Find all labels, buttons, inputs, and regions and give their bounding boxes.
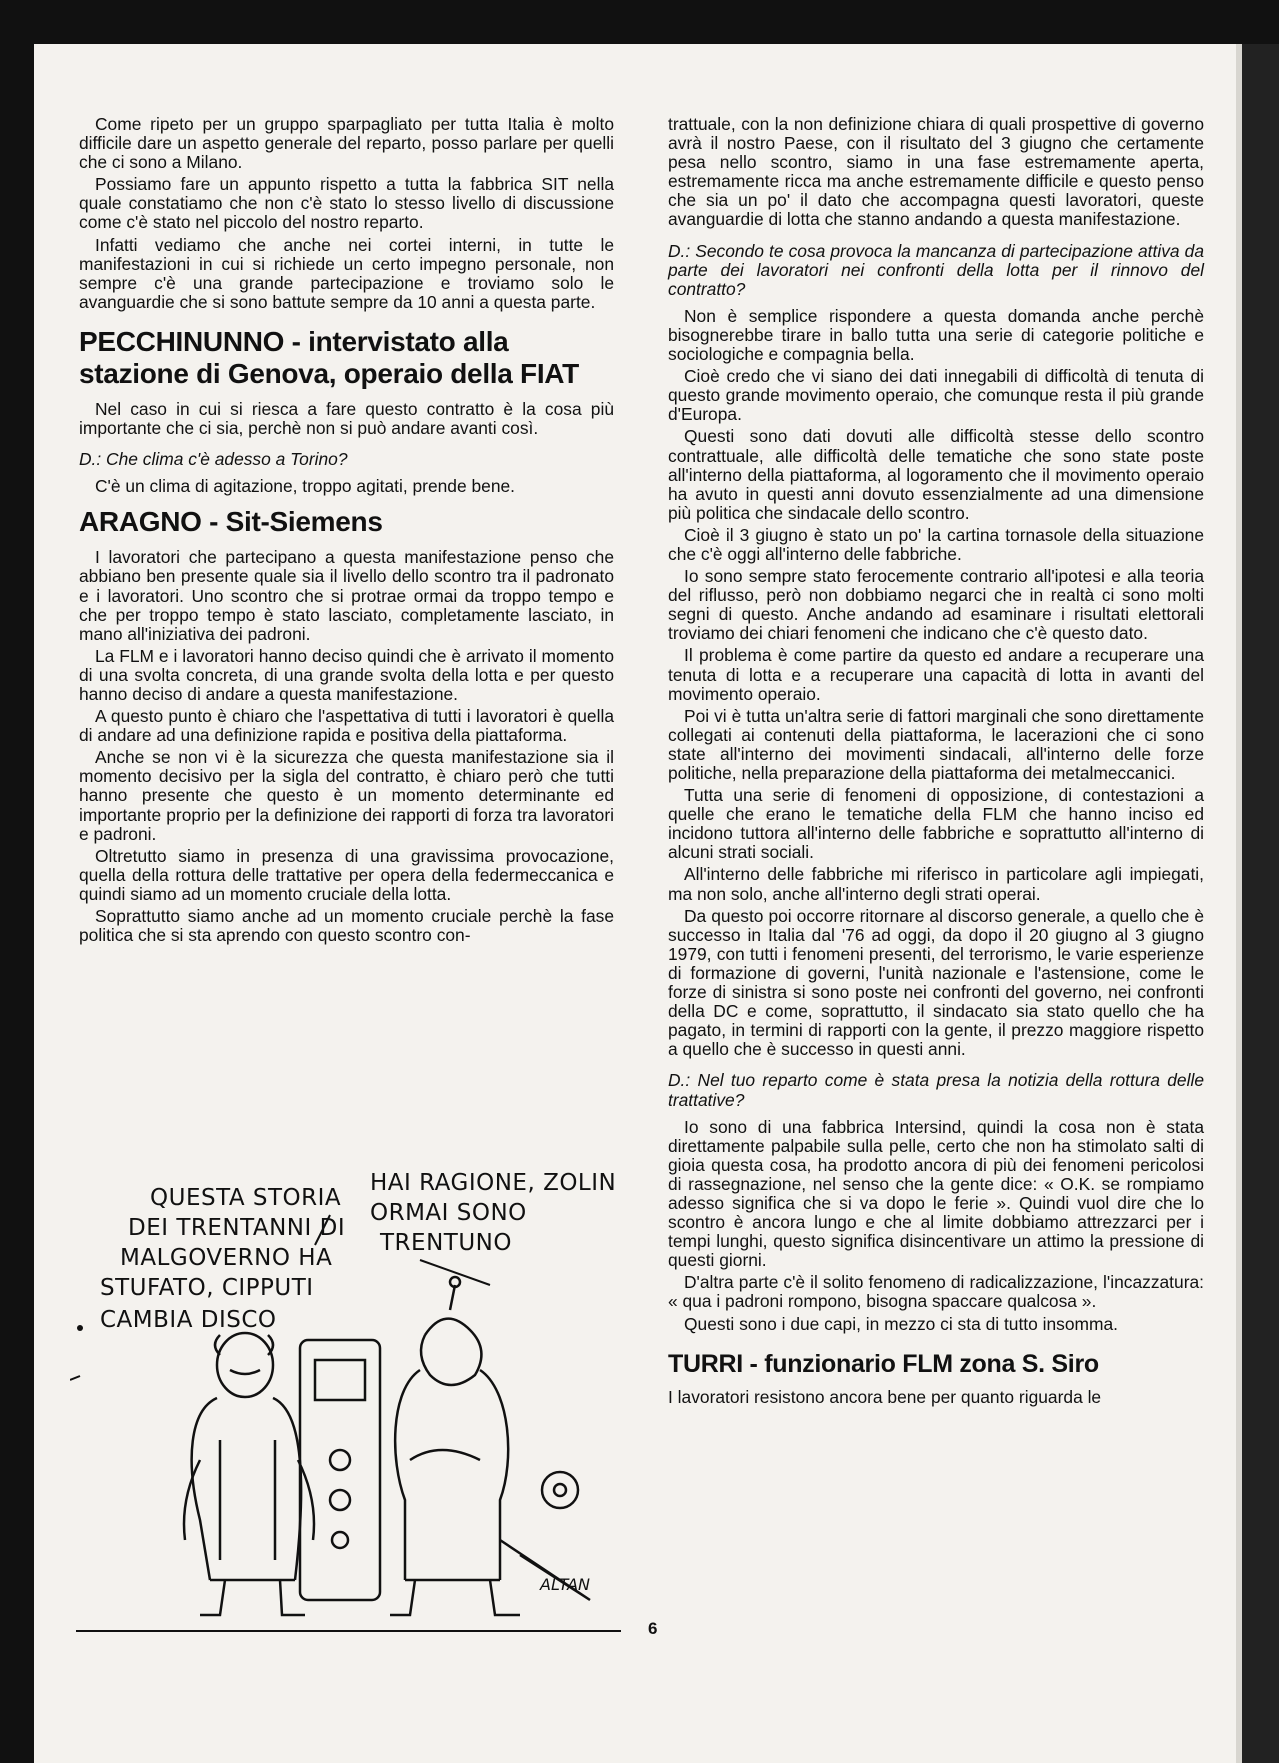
bubble-line: QUESTA STORIA — [150, 1185, 342, 1211]
paragraph: Oltretutto siamo in presenza di una gravissima provocazione, quella della rottura delle trattative per opera della federmeccanica e quindi siamo ad un momento cruciale della lotta. — [79, 845, 614, 904]
figure-worker-right — [390, 1277, 520, 1615]
paragraph: Come ripeto per un gruppo sparpagliato per tutta Italia è molto difficile dare un aspetto generale del reparto, posso parlare per quelli che ci sono a Milano. — [79, 114, 614, 173]
paragraph: Io sono sempre stato ferocemente contrario all'ipotesi e alla teoria del riflusso, però non dobbiamo negarci che in realtà ci sono molti segni di questo. Anche andando ad esaminare i risultati elettorali troviamo dei chiari fenomeni che indicano che c'è questo dato. — [668, 566, 1204, 644]
interview-question: D.: Che clima c'è adesso a Torino? — [79, 449, 348, 470]
footer-rule — [76, 1630, 621, 1632]
bubble-line: HAI RAGIONE, ZOLIN — [370, 1170, 617, 1196]
page-edge — [1240, 44, 1279, 1763]
artist-signature: ALTAN — [540, 1575, 590, 1594]
section-heading-aragno: ARAGNO - Sit-Siemens — [79, 506, 383, 538]
paragraph: Cioè credo che vi siano dei dati innegabili di difficoltà di tenuta di questo grande movimento operaio, che comunque resta il più grande d'Europa. — [668, 366, 1204, 425]
right-column — [668, 115, 1204, 1410]
paragraph: All'interno delle fabbriche mi riferisco in particolare agli impiegati, ma non solo, anche all'interno degli strati operai. — [668, 864, 1204, 904]
bubble-line: STUFATO, CIPPUTI — [100, 1275, 314, 1301]
bubble-line: ORMAI SONO — [370, 1200, 527, 1226]
paragraph: Tutta una serie di fenomeni di opposizione, di contestazioni a quelle che erano le tematiche della FLM che hanno inciso ed incidono tuttora all'interno delle fabbriche e soprattutto all'interno di alcuni strati sociali. — [668, 785, 1204, 863]
paragraph: I lavoratori resistono ancora bene per quanto riguarda le — [668, 1386, 1102, 1407]
paragraph: Infatti vediamo che anche nei cortei interni, in tutte le manifestazioni in cui si richiede un certo impegno personale, non sempre c'è una grande partecipazione e troviamo solo le avanguardie che si sono battute sempre da 10 anni a questa parte. — [79, 234, 614, 312]
paragraph: Questi sono dati dovuti alle difficoltà stesse dello scontro contrattuale, alle difficoltà delle tematiche che sono state poste all'interno della piattaforma, al logoramento che il movimento operaio ha avuto in questi anni dovuto essenzialmente ad una dimensione più politica che sindacale dello scontro. — [668, 426, 1204, 523]
paragraph: Non è semplice rispondere a questa domanda anche perchè bisognerebbe tirare in ballo tutta una serie di categorie politiche e sociologiche e compagnia bella. — [668, 305, 1204, 365]
paragraph: Da questo poi occorre ritornare al discorso generale, a quello che è successo in Italia dal '76 ad oggi, da dopo il 20 giugno al 3 giugno 1979, con tutti i fenomeni presenti, del terrorismo, le varie esperienze di formazione di governi, l'unità nazionale e l'astensione, come le forze di sinistra si sono poste nei confronti del governo, nei confronti della DC e come, soprattutto, il sindacato sia stato quello che ha pagato, in termini di rapporti con la gente, il prezzo maggiore rispetto a quello che è successo in questi anni. — [668, 905, 1204, 1060]
paragraph: Poi vi è tutta un'altra serie di fattori marginali che sono direttamente collegati ai contenuti della piattaforma, le lacerazioni che ci sono state all'interno dei movimenti sindacali, all'interno delle forze politiche, nella preparazione della piattaforma dei metalmeccanici. — [668, 705, 1204, 783]
machine-drawing — [300, 1340, 590, 1600]
paragraph: La FLM e i lavoratori hanno deciso quindi che è arrivato il momento di una svolta concreta, di una grande svolta della lotta e per questo hanno deciso di andare a questa manifestazione. — [79, 645, 614, 704]
cartoon-illustration — [70, 1160, 630, 1630]
figure-man-left — [184, 1333, 314, 1615]
bubble-line: CAMBIA DISCO — [100, 1307, 277, 1333]
paragraph: Io sono di una fabbrica Intersind, quindi la cosa non è stata direttamente palpabile sulla pelle, certo che non ha stimolato salti di gioia questa cosa, ha prodotto ancora di più dei fenomeni pericolosi di rassegnazione, nel senso che la gente dice: « O.K. se rompiamo adesso significa che si va dopo le ferie ». Quindi vuol dire che lo scontro è ancora lungo e che al limite dobbiamo attrezzarci per i tempi lunghi, questo significa disincentivare un attimo la pressione di questi giorni. — [668, 1116, 1204, 1271]
section-heading-turri: TURRI - funzionario FLM zona S. Siro — [668, 1349, 1099, 1378]
paragraph: Nel caso in cui si riesca a fare questo contratto è la cosa più importante che ci sia, perchè non si può andare avanti così. — [79, 398, 614, 439]
interview-question: D.: Nel tuo reparto come è stata presa la notizia della rottura delle trattative? — [668, 1070, 1204, 1110]
paragraph: Questi sono i due capi, in mezzo ci sta di tutto insomma. — [684, 1313, 1119, 1334]
page-number: 6 — [648, 1619, 658, 1638]
bubble-line: MALGOVERNO HA — [120, 1245, 333, 1271]
paragraph: I lavoratori che partecipano a questa manifestazione penso che abbiano ben presente quale sia il livello dello scontro tra il padronato e i lavoratori. Uno scontro che si protrae ormai da troppo tempo e che per troppo tempo è stato lasciato, completamente lasciato, in mano all'iniziativa dei padroni. — [79, 547, 614, 644]
left-column — [79, 115, 614, 948]
bubble-line: DEI TRENTANNI DI — [128, 1215, 346, 1241]
paragraph: C'è un clima di agitazione, troppo agitati, prende bene. — [95, 476, 515, 497]
paragraph: Il problema è come partire da questo ed andare a recuperare una tenuta di lotta e a recuperare una capacità di lotta in avanti del movimento operaio. — [668, 645, 1204, 704]
bubble-line: TRENTUNO — [380, 1230, 512, 1256]
paragraph: D'altra parte c'è il solito fenomeno di radicalizzazione, l'incazzatura: « qua i padroni rompono, bisogna spaccare qualcosa ». — [668, 1272, 1204, 1312]
paragraph: Anche se non vi è la sicurezza che questa manifestazione sia il momento decisivo per la sigla del contratto, è chiaro però che tutti hanno presente che questo è un momento determinante ed importante proprio per la definizione dei rapporti di forza tra lavoratori e padroni. — [79, 747, 614, 844]
speech-bubble-left — [100, 1185, 345, 1333]
interview-question: D.: Secondo te cosa provoca la mancanza di partecipazione attiva da parte dei lavoratori nei confronti della lotta per il rinnovo del contratto? — [668, 240, 1204, 299]
next-page-edge — [1236, 44, 1242, 1763]
speech-bubble-right — [370, 1170, 616, 1256]
paragraph: A questo punto è chiaro che l'aspettativa di tutti i lavoratori è quella di andare ad una definizione rapida e positiva della piattaforma. — [79, 706, 614, 746]
paragraph: Possiamo fare un appunto rispetto a tutta la fabbrica SIT nella quale constatiamo che non c'è stato lo stesso livello di discussione come c'è stato nel piccolo del nostro reparto. — [79, 174, 614, 233]
paragraph: Soprattutto siamo anche ad un momento cruciale perchè la fase politica che si sta aprendo con questo scontro con- — [79, 906, 614, 946]
section-heading-pecchinunno: PECCHINUNNO - intervistato alla stazione di Genova, operaio della FIAT — [79, 325, 579, 389]
paragraph: trattuale, con la non definizione chiara di quali prospettive di governo avrà il nostro Paese, con il risultato del 3 giugno che certamente pesa nello scontro, siamo in una fase estremamente aperta, estremamente ricca ma anche estremamente difficile e questo penso che sia un po' il dato che accompagna questi lavoratori, queste avanguardie di lotta che stanno andando a questa manifestazione. — [668, 114, 1204, 230]
paragraph: Cioè il 3 giugno è stato un po' la cartina tornasole della situazione che c'è oggi all'interno delle fabbriche. — [668, 524, 1204, 564]
